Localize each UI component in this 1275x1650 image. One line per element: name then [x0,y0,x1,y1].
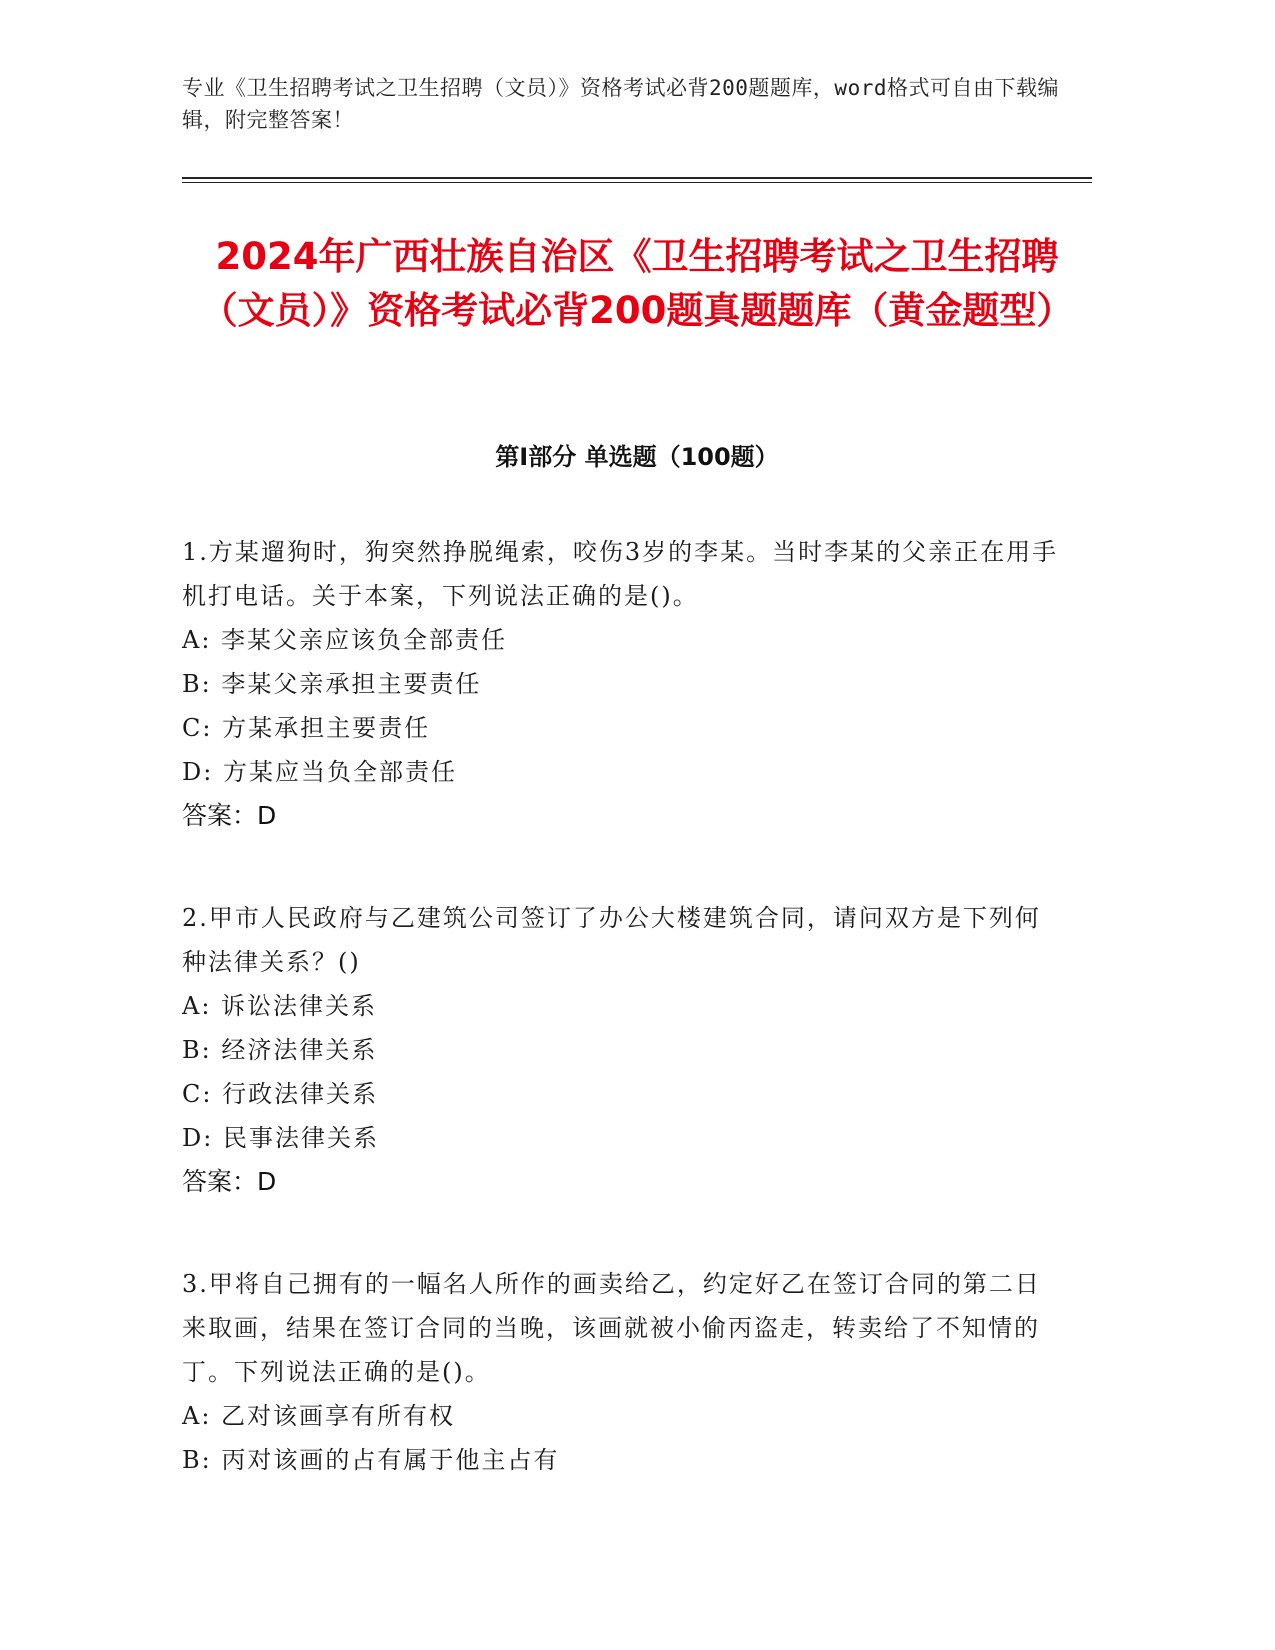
question-stem: 1.方某遛狗时，狗突然挣脱绳索，咬伤3岁的李某。当时李某的父亲正在用手机打电话。关于本案，下列说法正确的是()。 [182,538,1059,610]
question-3 [182,1262,1062,1482]
question-list [182,530,1062,1540]
option-c: C: 行政法律关系 [182,1080,379,1108]
question-stem: 3.甲将自己拥有的一幅名人所作的画卖给乙，约定好乙在签订合同的第二日来取画，结果在签订合同的当晚，该画就被小偷丙盗走，转卖给了不知情的丁。下列说法正确的是()。 [182,1270,1041,1386]
option-a: A: 乙对该画享有所有权 [182,1402,456,1430]
section-title: 第I部分 单选题（100题） [495,443,779,471]
document-title: 2024年广西壮族自治区《卫生招聘考试之卫生招聘（文员）》资格考试必背200题真题题库（黄金题型） [200,235,1074,332]
header-divider-thick [182,177,1092,179]
option-d: D: 民事法律关系 [182,1124,379,1152]
option-a: A: 李某父亲应该负全部责任 [182,626,508,654]
option-b: B: 丙对该画的占有属于他主占有 [182,1446,560,1474]
option-c: C: 方某承担主要责任 [182,714,431,742]
option-a: A: 诉讼法律关系 [182,992,378,1020]
answer: 答案：D [182,801,277,830]
question-stem: 2.甲市人民政府与乙建筑公司签订了办公大楼建筑合同，请问双方是下列何种法律关系？() [182,904,1041,976]
question-1 [182,530,1062,838]
option-b: B: 李某父亲承担主要责任 [182,670,482,698]
option-b: B: 经济法律关系 [182,1036,378,1064]
header-note: 专业《卫生招聘考试之卫生招聘（文员）》资格考试必背200题题库，word格式可自由下载编辑，附完整答案！ [182,76,1059,132]
question-2 [182,896,1062,1204]
option-d: D: 方某应当负全部责任 [182,758,457,786]
header-divider-thin [182,182,1092,183]
answer: 答案：D [182,1167,277,1196]
